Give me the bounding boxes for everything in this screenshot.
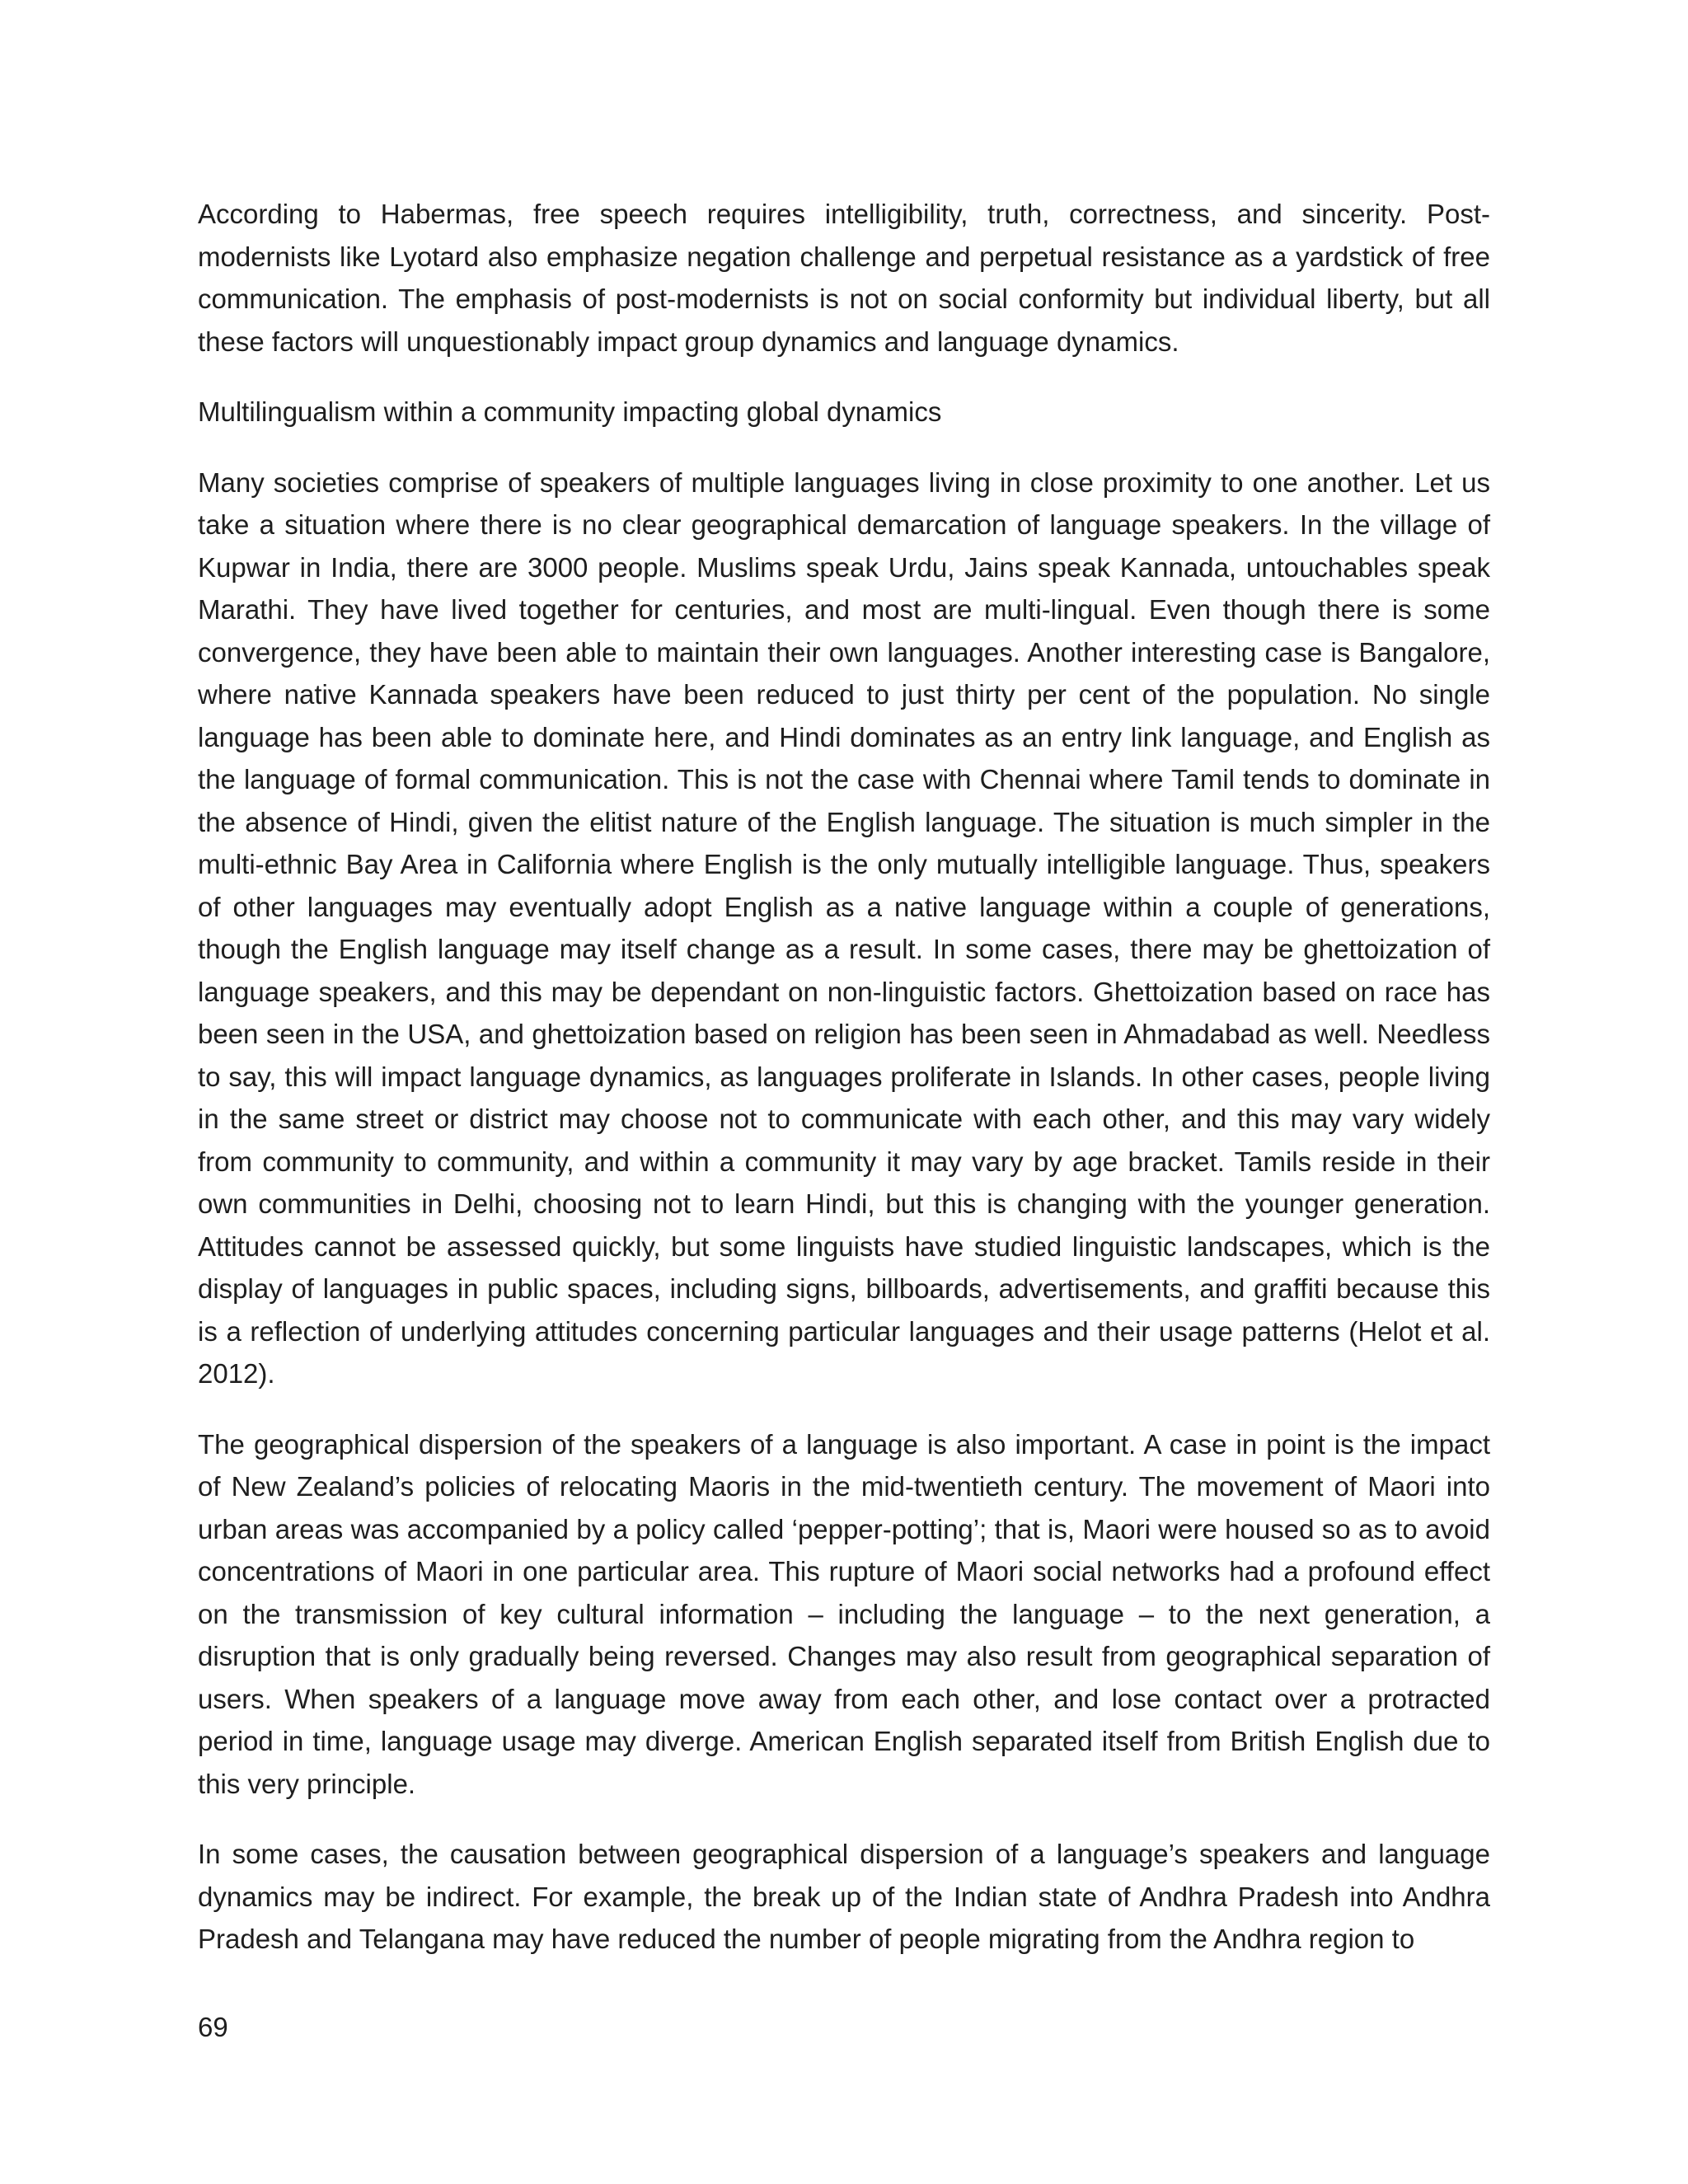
paragraph-multilingual-societies: Many societies comprise of speakers of multiple languages living in close proximity to one another. Let us take a situation where there is no clear geographical demarcation of language speakers. In the village of Kupwar in India, there are 3000 people. Muslims speak Urdu, Jains speak Kannada, untouchables speak Marathi. They have lived together for centuries, and most are multi-lingual. Even though there is some convergence, they have been able to maintain their own languages. Another interesting case is Bangalore, where native Kannada speakers have been reduced to just thirty per cent of the population. No single language has been able to dominate here, and Hindi dominates as an entry link language, and English as the language of formal communication. This is not the case with Chennai where Tamil tends to dominate in the absence of Hindi, given the elitist nature of the English language. The situation is much simpler in the multi-ethnic Bay Area in California where English is the only mutually intelligible language. Thus, speakers of other languages may eventually adopt English as a native language within a couple of generations, though the English language may itself change as a result. In some cases, there may be ghettoization of language speakers, and this may be dependant on non-linguistic factors. Ghettoization based on race has been seen in the USA, and ghettoization based on religion has been seen in Ahmadabad as well. Needless to say, this will impact language dynamics, as languages proliferate in Islands. In other cases, people living in the same street or district may choose not to communicate with each other, and this may vary widely from community to community, and within a community it may vary by age bracket. Tamils reside in their own communities in Delhi, choosing not to learn Hindi, but this is changing with the younger generation. Attitudes cannot be assessed quickly, but some linguists have studied linguistic landscapes, which is the display of languages in public spaces, including signs, billboards, advertisements, and graffiti because this is a reflection of underlying attitudes concerning particular languages and their usage patterns (Helot et al. 2012). <box>198 466 1490 1389</box>
paragraph-indirect-causation: In some cases, the causation between geographical dispersion of a language’s speakers and language dynamics may be indirect. For example, the break up of the Indian state of Andhra Pradesh into Andhra Pradesh and Telangana may have reduced the number of people migrating from the Andhra region to <box>198 1839 1490 1954</box>
paragraph-habermas: According to Habermas, free speech requires intelligibility, truth, correctness, and sincerity. Post-modernists like Lyotard also emphasize negation challenge and perpetual resistance as a yardstick of free communication. The emphasis of post-modernists is not on social conformity but individual liberty, but all these factors will unquestionably impact group dynamics and language dynamics. <box>198 199 1490 357</box>
body-text <box>198 193 1490 1989</box>
page-number: 69 <box>198 2012 228 2042</box>
section-subheading: Multilingualism within a community impacting global dynamics <box>198 396 942 427</box>
paragraph-geographical-dispersion: The geographical dispersion of the speakers of a language is also important. A case in point is the impact of New Zealand’s policies of relocating Maoris in the mid-twentieth century. The movement of Maori into urban areas was accompanied by a policy called ‘pepper-potting’; that is, Maori were housed so as to avoid concentrations of Maori in one particular area. This rupture of Maori social networks had a profound effect on the transmission of key cultural information – including the language – to the next generation, a disruption that is only gradually being reversed. Changes may also result from geographical separation of users. When speakers of a language move away from each other, and lose contact over a protracted period in time, language usage may diverge. American English separated itself from British English due to this very principle. <box>198 1428 1490 1799</box>
